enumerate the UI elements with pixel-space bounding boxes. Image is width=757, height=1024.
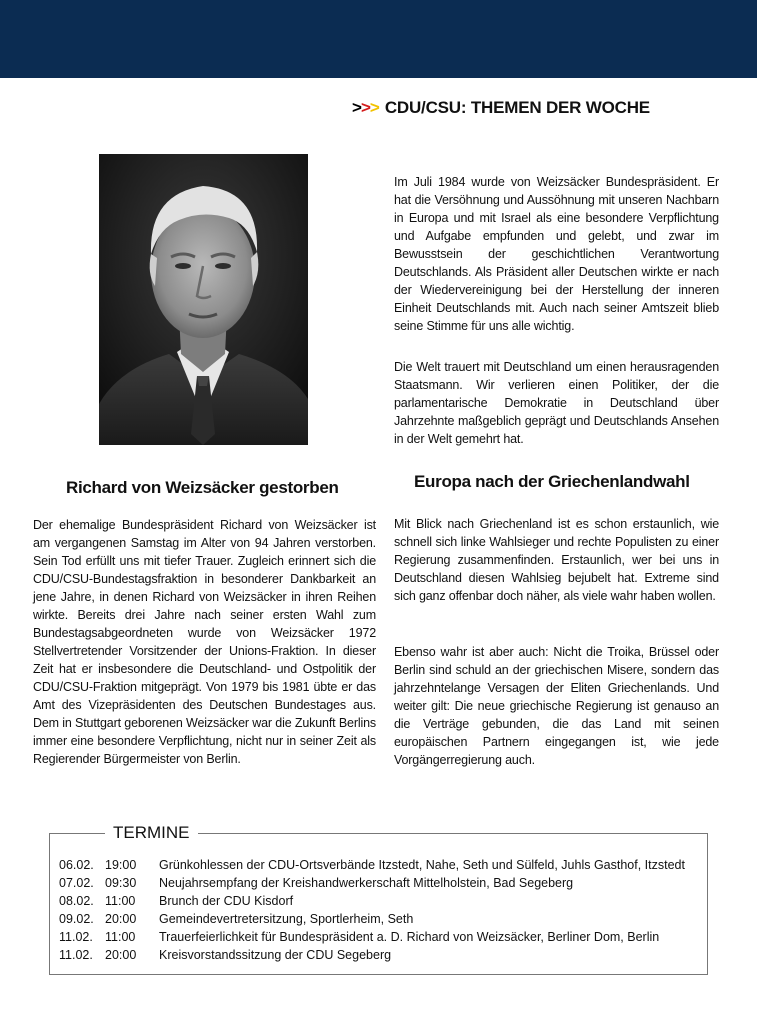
portrait-photo [99,154,308,445]
appointment-description: Gemeindevertretersitzung, Sportlerheim, Seth [159,912,414,926]
appointment-date: 08.02. [59,894,94,908]
top-banner [0,0,757,78]
newsletter-header [352,96,650,120]
appointment-description: Brunch der CDU Kisdorf [159,894,294,908]
right-paragraph-4: Ebenso wahr ist aber auch: Nicht die Troika, Brüssel oder Berlin sind schuld an der griechischen Misere, sondern das jahrzehntelange Versagen der Eliten Griechenlands. Und weiter gilt: Die neue griechische Regierung ist genauso an die Verträge gebunden, die das Land mit seinen europäischen Partnern eingegangen ist, wie jede Vorgängerregierung auch. [394,645,719,767]
appointment-row [59,874,699,892]
appointment-date: 11.02. [59,930,93,944]
appointment-time: 20:00 [105,912,137,926]
appointment-date: 11.02. [59,948,93,962]
appointment-description: Kreisvorstandssitzung der CDU Segeberg [159,948,392,962]
appointment-description: Grünkohlessen der CDU-Ortsverbände Itzstedt, Nahe, Seth und Sülfeld, Juhls Gasthof, Itzstedt [159,858,685,872]
page-title: CDU/CSU: THEMEN DER WOCHE [384,98,650,117]
appointments-box [49,823,708,975]
appointment-row [59,946,699,964]
appointment-time: 09:30 [105,876,137,890]
appointments-title: TERMINE [105,822,198,844]
arrow-black: > [352,98,361,117]
appointment-time: 11:00 [105,930,136,944]
appointment-time: 11:00 [105,894,136,908]
appointment-time: 19:00 [105,858,137,872]
left-article-heading: Richard von Weizsäcker gestorben [66,478,339,497]
appointments-list [59,856,699,964]
appointment-row [59,856,699,874]
arrows-icon [352,98,379,118]
right-paragraph-1: Im Juli 1984 wurde von Weizsäcker Bundespräsident. Er hat die Versöhnung und Aussöhnung mit unseren Nachbarn in Europa und mit Israel als eine besondere Verpflichtung und Aufgabe empfunden und gelebt, und zwar im Bewusstsein der geschichtlichen Verantwortung Deutschlands. Als Präsident aller Deutschen wirkte er nach der Wiedervereinigung bei der Herstellung der inneren Einheit Deutschlands mit. Auch nach seiner Amtszeit blieb seine Stimme für uns alle wichtig. [394,175,719,333]
appointment-description: Trauerfeierlichkeit für Bundespräsident a. D. Richard von Weizsäcker, Berliner Dom, Berlin [159,930,660,944]
right-article-heading: Europa nach der Griechenlandwahl [414,472,690,491]
appointment-row [59,910,699,928]
appointment-date: 09.02. [59,912,94,926]
right-paragraph-2: Die Welt trauert mit Deutschland um einen herausragenden Staatsmann. Wir verlieren einen Politiker, der die parlamentarische Demokratie in Deutschland über Jahrzehnte maßgeblich geprägt und Deutschlands Ansehen in der Welt gemehrt hat. [394,360,719,446]
appointment-description: Neujahrsempfang der Kreishandwerkerschaft Mittelholstein, Bad Segeberg [159,876,574,890]
arrow-red: > [360,98,370,117]
appointment-row [59,928,699,946]
arrow-gold: > [369,98,379,117]
appointment-date: 07.02. [59,876,94,890]
right-paragraph-3: Mit Blick nach Griechenland ist es schon erstaunlich, wie schnell sich linke Wahlsieger und rechte Populisten zu einer Regierung zusammenfinden. Erstaunlich, wer bei uns in Deutschland diesen Wahlsieg bejubelt hat. Extreme sind sich ganz offenbar doch näher, als viele wahr haben wollen. [394,517,719,603]
appointment-time: 20:00 [105,948,137,962]
left-article-text: Der ehemalige Bundespräsident Richard von Weizsäcker ist am vergangenen Samstag im Alter von 94 Jahren verstorben. Sein Tod erfüllt uns mit tiefer Trauer. Zugleich erinnert sich die CDU/CSU-Bundestagsfraktion in besonderer Dankbarkeit an jene Jahre, in denen Richard von Weizsäcker in ihren Reihen wirkte. Bereits drei Jahre nach seiner ersten Wahl zum Bundestagsabgeordneten wurde von Weizsäcker 1972 Stellvertretender Vorsitzender der Unions-Fraktion. In dieser Zeit hat er insbesondere die Deutschland- und Ostpolitik der CDU/CSU-Fraktion mitgeprägt. Von 1979 bis 1981 übte er das Amt des Vizepräsidenten des Deutschen Bundestages aus. Dem in Stuttgart geborenen Weizsäcker war die Zukunft Berlins immer eine besondere Verpflichtung, nicht nur in seiner Zeit als Regierender Bürgermeister von Berlin. [33,518,376,766]
appointment-date: 06.02. [59,858,94,872]
appointment-row [59,892,699,910]
